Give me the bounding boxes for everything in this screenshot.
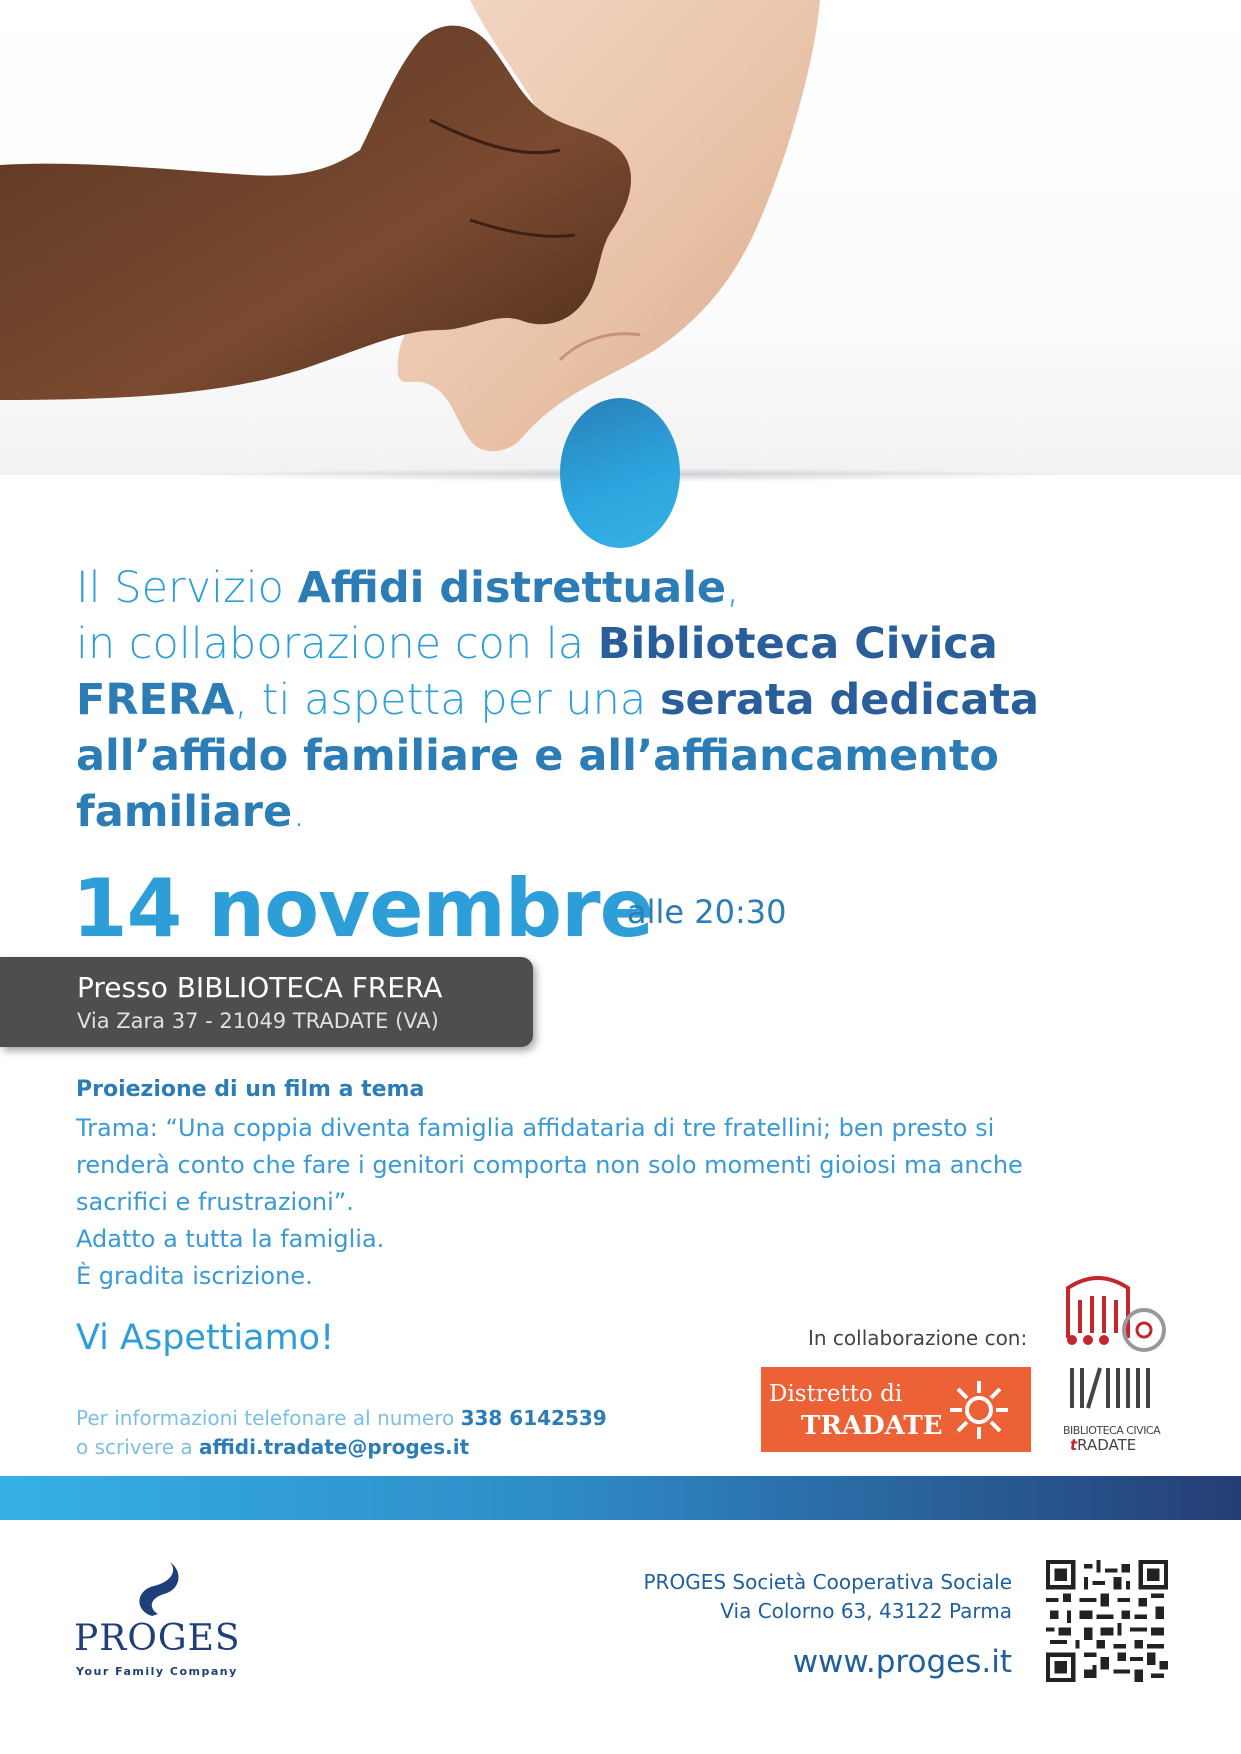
film-line: sacrifici e frustrazioni”.: [76, 1188, 354, 1216]
intro-headline: Il Servizio Affidi distrettuale, in collaborazione con la Biblioteca Civica FRERA, ti aspetta per una serata dedicata all’affido familiare e all’affiancamento familiare.: [76, 563, 1040, 837]
qr-code-icon[interactable]: [1046, 1560, 1168, 1682]
film-line: Trama: “Una coppia diventa famiglia affidataria di tre fratellini; ben presto si: [76, 1114, 995, 1142]
film-description: [76, 1110, 1156, 1295]
contact-info: Per informazioni telefonare al numero 338 6142539 o scrivere a affidi.tradate@proges.it: [76, 1406, 607, 1459]
event-date: 14 novembre: [72, 862, 653, 955]
film-line: renderà conto che fare i genitori comporta non solo momenti gioiosi ma anche: [76, 1151, 1023, 1179]
proges-tagline: Your Family Company: [76, 1665, 238, 1678]
welcome-text: Vi Aspettiamo!: [76, 1318, 335, 1358]
venue-address: Via Zara 37 - 21049 TRADATE (VA): [77, 1009, 439, 1033]
library-logo-icon: [1058, 1268, 1178, 1423]
proges-brand: PROGES: [74, 1618, 241, 1659]
film-heading: Proiezione di un film a tema: [76, 1077, 425, 1102]
library-city: tRADATE: [1070, 1436, 1137, 1454]
divider-bar: [0, 1476, 1241, 1520]
collaboration-label: In collaborazione con:: [808, 1326, 1028, 1350]
sun-swirl-icon: [941, 1375, 1016, 1445]
distretto-tradate-logo: Distretto di TRADATE: [761, 1367, 1031, 1452]
venue-box: [0, 957, 533, 1047]
library-name: BIBLIOTECA CIVICA: [1063, 1424, 1161, 1437]
film-line: È gradita iscrizione.: [76, 1262, 313, 1290]
proges-swirl-icon: [74, 1560, 194, 1620]
blue-drop-shape: [560, 398, 680, 548]
email-link[interactable]: affidi.tradate@proges.it: [199, 1435, 470, 1459]
phone-number[interactable]: 338 6142539: [460, 1406, 607, 1430]
event-time: alle 20:30: [627, 893, 787, 931]
venue-name: Presso BIBLIOTECA FRERA: [77, 971, 443, 1004]
organization-info: PROGES Società Cooperativa Sociale Via Colorno 63, 43122 Parma: [643, 1570, 1012, 1623]
website-link[interactable]: www.proges.it: [792, 1644, 1012, 1680]
film-line: Adatto a tutta la famiglia.: [76, 1225, 385, 1253]
